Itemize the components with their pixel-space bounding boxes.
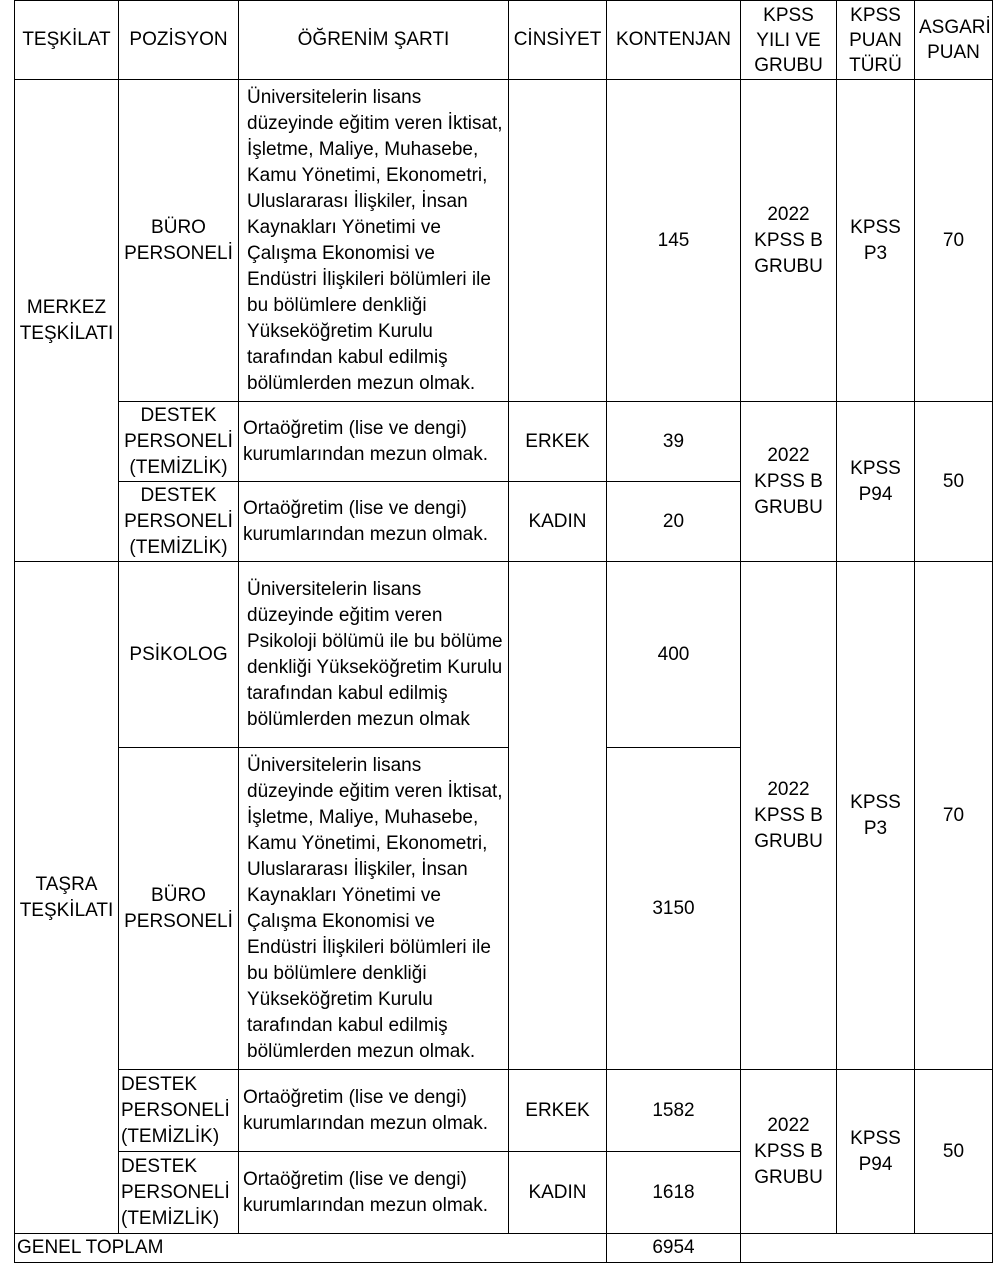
kontenjan-tasra-destek-erkek: 1582 xyxy=(607,1070,741,1152)
header-cinsiyet: CİNSİYET xyxy=(509,1,607,80)
asgari-tasra-ust: 70 xyxy=(915,562,993,1070)
pozisyon-tasra-destek-kadin: DESTEK PERSONELİ (TEMİZLİK) xyxy=(119,1152,239,1234)
kontenjan-tasra-buro: 3150 xyxy=(607,748,741,1070)
table-row xyxy=(15,1070,993,1152)
kpss-puan-merkez-buro: KPSS P3 xyxy=(837,80,915,402)
header-row xyxy=(15,1,993,80)
cinsiyet-merkez-destek-erkek: ERKEK xyxy=(509,402,607,482)
ogrenim-merkez-destek-kadin: Ortaöğretim (lise ve dengi) kurumlarından mezun olmak. xyxy=(239,482,509,562)
header-teskilat: TEŞKİLAT xyxy=(15,1,119,80)
kontenjan-tasra-psikolog: 400 xyxy=(607,562,741,748)
header-ogrenim: ÖĞRENİM ŞARTI xyxy=(239,1,509,80)
total-value: 6954 xyxy=(607,1234,741,1263)
pozisyon-merkez-buro: BÜRO PERSONELİ xyxy=(119,80,239,402)
ogrenim-tasra-buro: Üniversitelerin lisans düzeyinde eğitim veren İktisat, İşletme, Maliye, Muhasebe, Kamu Yönetimi, Ekonometri, Uluslararası İlişkiler, İnsan Kaynakları Yönetimi ve Çalışma Ekonomisi ve Endüstri İlişkileri bölümleri ile bu bölümlere denkliği Yükseköğretim Kurulu tarafından kabul edilmiş bölümlerden mezun olmak. xyxy=(239,748,509,1070)
kontenjan-tasra-destek-kadin: 1618 xyxy=(607,1152,741,1234)
kpss-puan-tasra-ust: KPSS P3 xyxy=(837,562,915,1070)
ogrenim-merkez-buro: Üniversitelerin lisans düzeyinde eğitim veren İktisat, İşletme, Maliye, Muhasebe, Kamu Yönetimi, Ekonometri, Uluslararası İlişkiler, İnsan Kaynakları Yönetimi ve Çalışma Ekonomisi ve Endüstri İlişkileri bölümleri ile bu bölümlere denkliği Yükseköğretim Kurulu tarafından kabul edilmiş bölümlerden mezun olmak. xyxy=(239,80,509,402)
header-kpss-yili: KPSS YILI VE GRUBU xyxy=(741,1,837,80)
kontenjan-merkez-destek-kadin: 20 xyxy=(607,482,741,562)
kpss-yili-tasra-ust: 2022 KPSS B GRUBU xyxy=(741,562,837,1070)
header-pozisyon: POZİSYON xyxy=(119,1,239,80)
teskilat-merkez: MERKEZ TEŞKİLATI xyxy=(15,80,119,562)
pozisyon-tasra-psikolog: PSİKOLOG xyxy=(119,562,239,748)
asgari-tasra-destek: 50 xyxy=(915,1070,993,1234)
ogrenim-merkez-destek-erkek: Ortaöğretim (lise ve dengi) kurumlarından mezun olmak. xyxy=(239,402,509,482)
cinsiyet-tasra-destek-kadin: KADIN xyxy=(509,1152,607,1234)
cinsiyet-tasra-destek-erkek: ERKEK xyxy=(509,1070,607,1152)
pozisyon-merkez-destek-erkek: DESTEK PERSONELİ (TEMİZLİK) xyxy=(119,402,239,482)
cinsiyet-tasra-ust xyxy=(509,562,607,1070)
teskilat-tasra: TAŞRA TEŞKİLATI xyxy=(15,562,119,1234)
asgari-merkez-buro: 70 xyxy=(915,80,993,402)
kpss-yili-merkez-buro: 2022 KPSS B GRUBU xyxy=(741,80,837,402)
quota-table xyxy=(14,0,993,1263)
kpss-yili-merkez-destek: 2022 KPSS B GRUBU xyxy=(741,402,837,562)
ogrenim-tasra-psikolog: Üniversitelerin lisans düzeyinde eğitim veren Psikoloji bölümü ile bu bölüme denkliği Yükseköğretim Kurulu tarafından kabul edilmiş bölümlerden mezun olmak xyxy=(239,562,509,748)
header-kpss-puan: KPSS PUAN TÜRÜ xyxy=(837,1,915,80)
kpss-yili-tasra-destek: 2022 KPSS B GRUBU xyxy=(741,1070,837,1234)
table-row xyxy=(15,402,993,482)
asgari-merkez-destek: 50 xyxy=(915,402,993,562)
kontenjan-merkez-buro: 145 xyxy=(607,80,741,402)
pozisyon-tasra-destek-erkek: DESTEK PERSONELİ (TEMİZLİK) xyxy=(119,1070,239,1152)
kpss-puan-merkez-destek: KPSS P94 xyxy=(837,402,915,562)
total-empty xyxy=(741,1234,993,1263)
cinsiyet-merkez-destek-kadin: KADIN xyxy=(509,482,607,562)
ogrenim-tasra-destek-kadin: Ortaöğretim (lise ve dengi) kurumlarından mezun olmak. xyxy=(239,1152,509,1234)
table-row xyxy=(15,80,993,402)
kpss-puan-tasra-destek: KPSS P94 xyxy=(837,1070,915,1234)
header-kontenjan: KONTENJAN xyxy=(607,1,741,80)
kontenjan-merkez-destek-erkek: 39 xyxy=(607,402,741,482)
total-row xyxy=(15,1234,993,1263)
total-label: GENEL TOPLAM xyxy=(15,1234,607,1263)
cinsiyet-merkez-buro xyxy=(509,80,607,402)
table-row xyxy=(15,562,993,748)
pozisyon-merkez-destek-kadin: DESTEK PERSONELİ (TEMİZLİK) xyxy=(119,482,239,562)
header-asgari: ASGARİ PUAN xyxy=(915,1,993,80)
ogrenim-tasra-destek-erkek: Ortaöğretim (lise ve dengi) kurumlarından mezun olmak. xyxy=(239,1070,509,1152)
pozisyon-tasra-buro: BÜRO PERSONELİ xyxy=(119,748,239,1070)
